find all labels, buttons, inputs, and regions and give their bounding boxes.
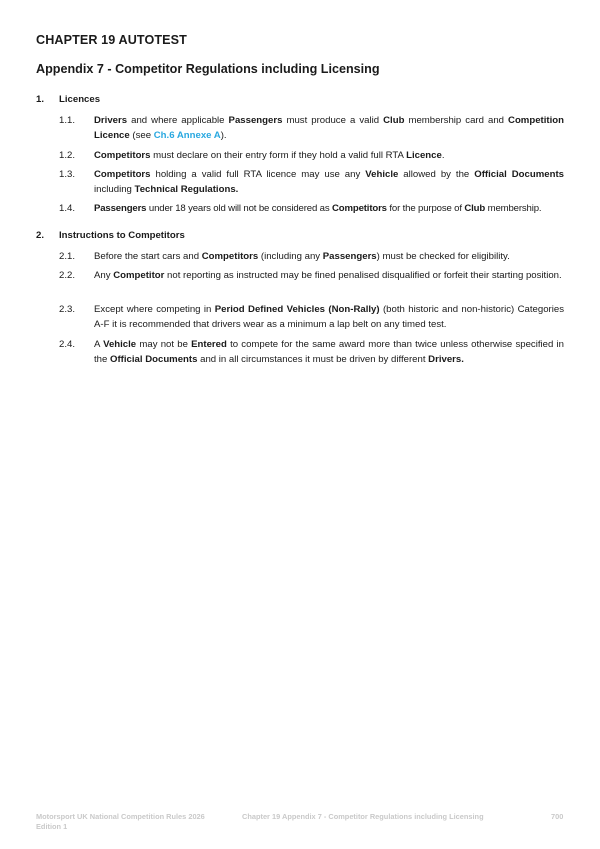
rule-number: 2.1. [59, 251, 76, 262]
rule-number: 1.4. [59, 203, 76, 214]
footer-page-number: 700 [551, 812, 564, 821]
defined-term: Official Documents [110, 354, 198, 365]
defined-term: Competition Licence [94, 115, 564, 141]
defined-term: Competitors [94, 150, 151, 161]
defined-term: Official Documents [474, 169, 564, 180]
defined-term: Drivers [94, 115, 128, 126]
footer-publication [36, 812, 205, 832]
chapter-title: CHAPTER 19 AUTOTEST [36, 33, 187, 47]
defined-term: Passengers [322, 251, 377, 262]
rule-text: Except where competing in Period Defined Vehicles (Non-Rally) (both historic and non-historic) Categories A-F it is recommended that drivers wear as a minimum a lap belt on any timed test. [94, 304, 564, 330]
section-heading [36, 94, 100, 105]
defined-term: Passengers [228, 115, 283, 126]
defined-term: Vehicle [103, 339, 137, 350]
rule-number: 2.2. [59, 270, 76, 281]
footer-chapter-title: Chapter 19 Appendix 7 - Competitor Regulations including Licensing [242, 812, 484, 821]
rule-number: 1.1. [59, 115, 76, 126]
defined-term: Club [383, 115, 405, 126]
section-number: 2. [36, 230, 45, 241]
footer-edition: Edition 1 [36, 822, 68, 831]
defined-term: Licence [406, 150, 442, 161]
cross-reference-link[interactable]: Ch.6 Annexe A [153, 130, 221, 141]
rule-text: Before the start cars and Competitors (including any Passengers) must be checked for eligibility. [94, 251, 510, 262]
defined-term: Competitors [201, 251, 259, 262]
section-title: Instructions to Competitors [59, 230, 185, 241]
defined-term: Vehicle [365, 169, 399, 180]
footer-publication-title: Motorsport UK National Competition Rules 2026 [36, 812, 205, 821]
rule-item [59, 113, 564, 143]
defined-term: Period Defined Vehicles (Non-Rally) [214, 304, 380, 315]
defined-term: Passengers [94, 203, 147, 214]
rule-number: 2.4. [59, 339, 76, 350]
rule-number: 2.3. [59, 304, 76, 315]
defined-term: Competitors [332, 203, 387, 214]
defined-term: Competitors [94, 169, 151, 180]
section-number: 1. [36, 94, 45, 105]
section-heading [36, 230, 185, 241]
rule-text: Competitors must declare on their entry form if they hold a valid full RTA Licence. [94, 150, 445, 161]
defined-term: Technical Regulations. [134, 184, 239, 195]
defined-term: Drivers. [428, 354, 464, 365]
rule-text: A Vehicle may not be Entered to compete for the same award more than twice unless otherwise specified in the Official Documents and in all circumstances it must be driven by different Drivers. [94, 339, 564, 365]
appendix-title: Appendix 7 - Competitor Regulations including Licensing [36, 62, 380, 76]
defined-term: Competitor [113, 270, 165, 281]
defined-term: Club [464, 203, 486, 214]
defined-term: Entered [191, 339, 227, 350]
rule-text: Competitors holding a valid full RTA licence may use any Vehicle allowed by the Official Documents including Technical Regulations. [94, 169, 564, 195]
rule-number: 1.3. [59, 169, 76, 180]
rule-number: 1.2. [59, 150, 76, 161]
rule-text: Passengers under 18 years old will not be considered as Competitors for the purpose of Club membership. [94, 203, 542, 214]
rule-text: Drivers and where applicable Passengers must produce a valid Club membership card and Competition Licence (see Ch.6 Annexe A). [94, 115, 564, 141]
rule-text: Any Competitor not reporting as instructed may be fined penalised disqualified or forfeit their starting position. [94, 270, 562, 281]
section-title: Licences [59, 94, 101, 105]
